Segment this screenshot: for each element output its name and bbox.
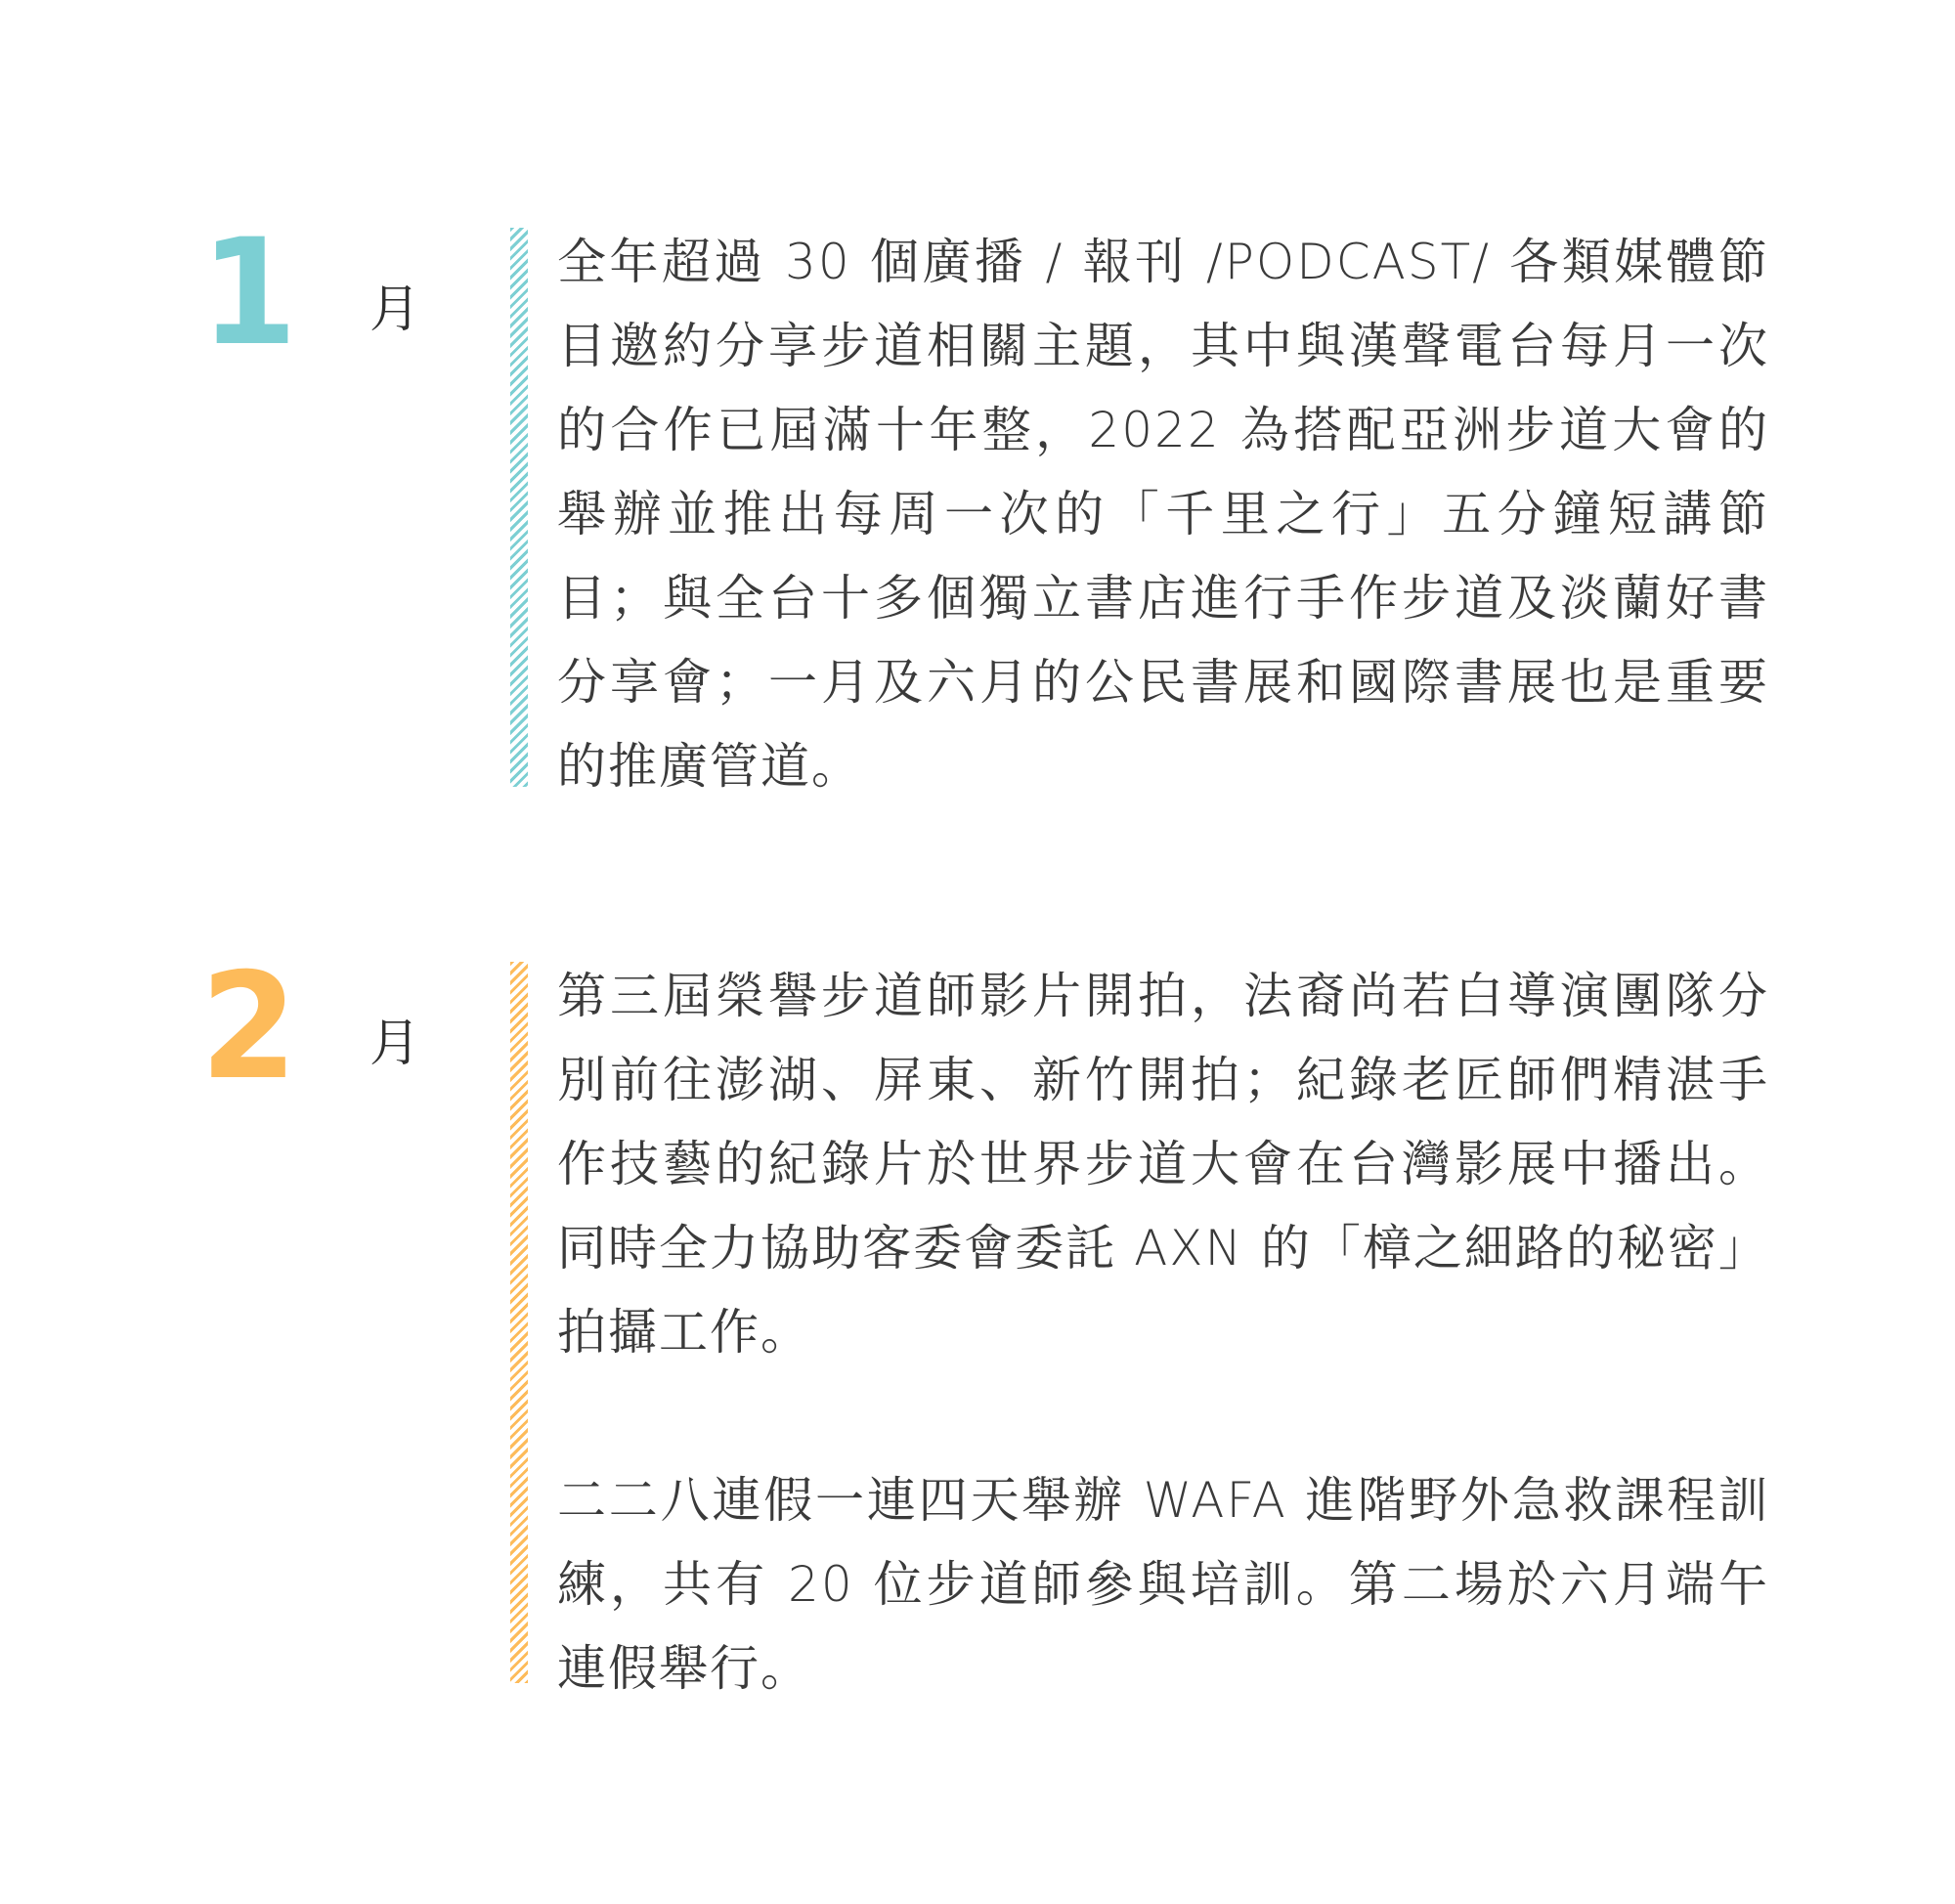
accent-stripe — [510, 228, 528, 787]
month-label: 月 — [369, 1015, 421, 1073]
timeline-entry-february — [0, 942, 1955, 1697]
accent-stripe — [510, 962, 528, 1683]
month-label: 月 — [369, 281, 421, 339]
entry-text — [557, 220, 1769, 808]
month-number: 2 — [200, 942, 294, 1112]
entry-text — [557, 954, 1769, 1710]
timeline-entry-january — [0, 208, 1955, 797]
paragraph: 第三屆榮譽步道師影片開拍，法裔尚若白導演團隊分別前往澎湖、屏東、新竹開拍；紀錄老匠師們精湛手作技藝的紀錄片於世界步道大會在台灣影展中播出。同時全力協助客委會委託 AXN 的「樟之細路的秘密」拍攝工作。 — [557, 968, 1769, 1361]
paragraph: 全年超過 30 個廣播 / 報刊 /PODCAST/ 各類媒體節目邀約分享步道相關主題，其中與漢聲電台每月一次的合作已屆滿十年整，2022 為搭配亞洲步道大會的舉辦並推出每周一次的「千里之行」五分鐘短講節目；與全台十多個獨立書店進行手作步道及淡蘭好書分享會；一月及六月的公民書展和國際書展也是重要的推廣管道。 — [557, 234, 1769, 795]
paragraph: 二二八連假一連四天舉辦 WAFA 進階野外急救課程訓練，共有 20 位步道師參與培訓。第二場於六月端午連假舉行。 — [557, 1472, 1769, 1697]
month-number: 1 — [200, 208, 294, 378]
